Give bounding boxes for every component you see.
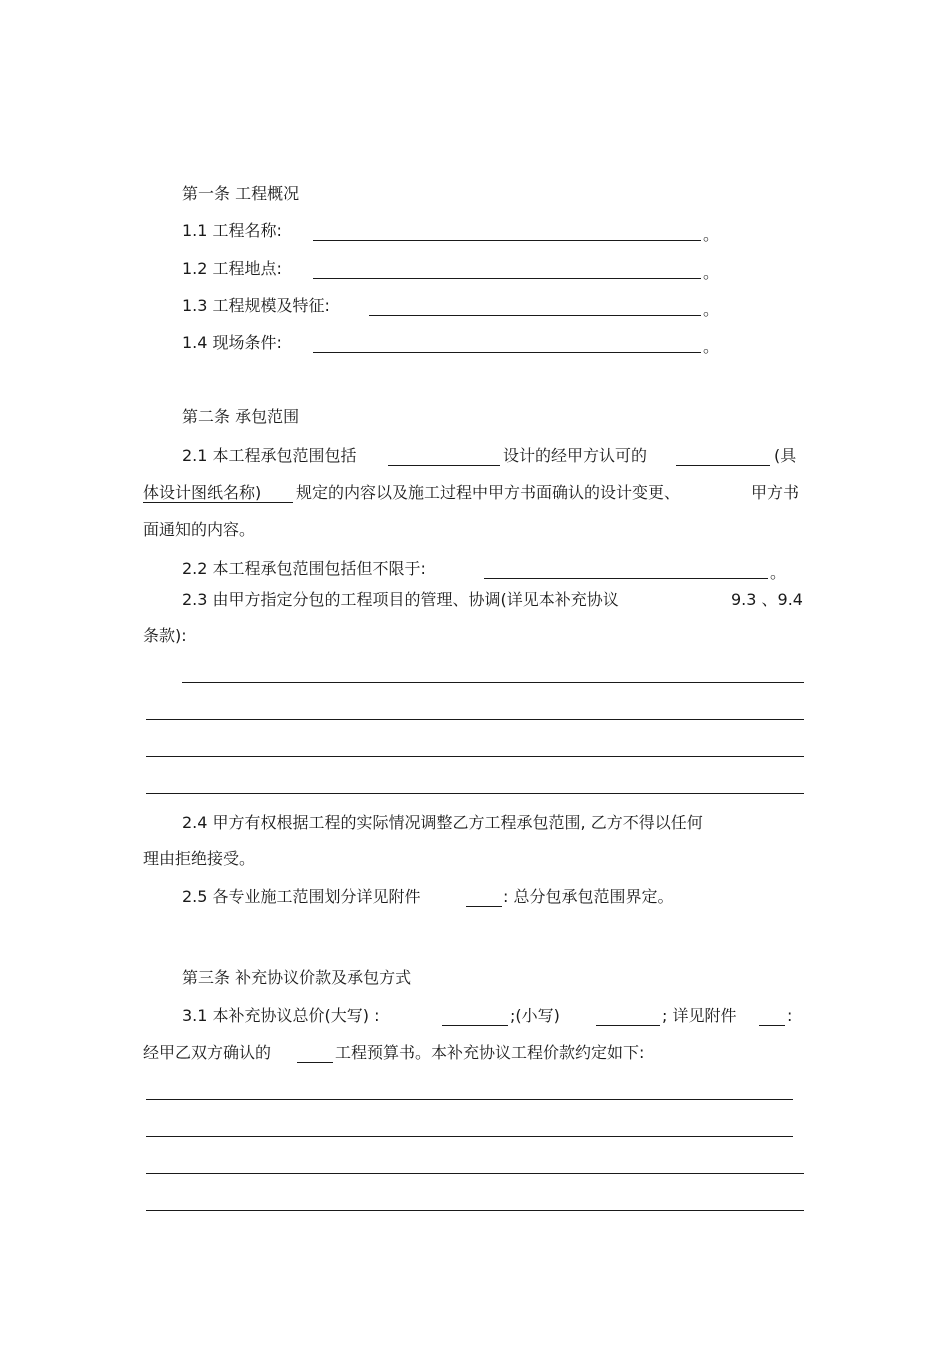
item-1-2-end: 。 <box>703 263 720 282</box>
clause-2-2-a: 2.2 本工程承包范围包括但不限于: <box>182 559 426 578</box>
article-3-heading: 第三条 补充协议价款及承包方式 <box>182 968 412 987</box>
item-1-1-blank <box>313 240 701 241</box>
clause-3-1-blank-4 <box>297 1062 333 1063</box>
item-1-1-end: 。 <box>703 225 720 244</box>
clause-2-1-d: 体设计图纸名称) <box>143 483 262 502</box>
clause-2-3-c: 条款): <box>143 626 187 645</box>
clause-3-1-blank-1 <box>442 1025 508 1026</box>
clause-2-5-blank <box>466 906 502 907</box>
clause-2-1-b: 设计的经甲方认可的 <box>503 446 648 465</box>
article-1-heading: 第一条 工程概况 <box>182 184 300 203</box>
item-1-2-blank <box>313 278 701 279</box>
clause-2-2-end: 。 <box>770 563 787 582</box>
clause-3-1-f: 工程预算书。本补充协议工程价款约定如下: <box>335 1043 645 1062</box>
clause-2-5-b: : 总分包承包范围界定。 <box>503 887 674 906</box>
clause-3-1-a: 3.1 本补充协议总价(大写) : <box>182 1006 380 1025</box>
clause-2-1-blank-2 <box>676 465 770 466</box>
item-1-3-end: 。 <box>703 300 720 319</box>
fill-line-3-1-4 <box>146 1210 804 1211</box>
clause-3-1-c: ; 详见附件 <box>662 1006 737 1025</box>
clause-2-1-a: 2.1 本工程承包范围包括 <box>182 446 357 465</box>
article-2-heading: 第二条 承包范围 <box>182 407 300 426</box>
clause-2-1-f: 甲方书 <box>751 483 800 502</box>
clause-2-1-underline-d <box>143 502 293 503</box>
fill-line-3-1-3 <box>146 1173 804 1174</box>
item-1-4-blank <box>313 352 701 353</box>
clause-3-1-blank-3 <box>759 1025 785 1026</box>
item-1-1-label: 1.1 工程名称: <box>182 221 282 240</box>
clause-2-1-blank-1 <box>388 465 500 466</box>
fill-line-2-3-4 <box>146 793 804 794</box>
item-1-3-blank <box>369 315 701 316</box>
fill-line-3-1-1 <box>146 1099 793 1100</box>
fill-line-2-3-1 <box>182 682 804 683</box>
clause-2-3-a: 2.3 由甲方指定分包的工程项目的管理、协调(详见本补充协议 <box>182 590 619 609</box>
clause-2-4-b: 理由拒绝接受。 <box>143 849 256 868</box>
clause-2-3-b: 9.3 、9.4 <box>731 590 803 609</box>
clause-3-1-blank-2 <box>596 1025 660 1026</box>
item-1-4-end: 。 <box>703 337 720 356</box>
item-1-4-label: 1.4 现场条件: <box>182 333 282 352</box>
item-1-3-label: 1.3 工程规模及特征: <box>182 296 330 315</box>
fill-line-3-1-2 <box>146 1136 793 1137</box>
clause-2-1-c: (具 <box>774 446 797 465</box>
fill-line-2-3-3 <box>146 756 804 757</box>
clause-2-2-blank <box>484 578 768 579</box>
item-1-2-label: 1.2 工程地点: <box>182 259 282 278</box>
clause-3-1-b: ;(小写) <box>510 1006 560 1025</box>
clause-2-5-a: 2.5 各专业施工范围划分详见附件 <box>182 887 421 906</box>
clause-3-1-e: 经甲乙双方确认的 <box>143 1043 272 1062</box>
fill-line-2-3-2 <box>146 719 804 720</box>
clause-2-1-g: 面通知的内容。 <box>143 520 256 539</box>
clause-2-4-a: 2.4 甲方有权根据工程的实际情况调整乙方工程承包范围, 乙方不得以任何 <box>182 813 703 832</box>
clause-2-1-e: 规定的内容以及施工过程中甲方书面确认的设计变更、 <box>296 483 681 502</box>
clause-3-1-d: : <box>787 1006 793 1025</box>
